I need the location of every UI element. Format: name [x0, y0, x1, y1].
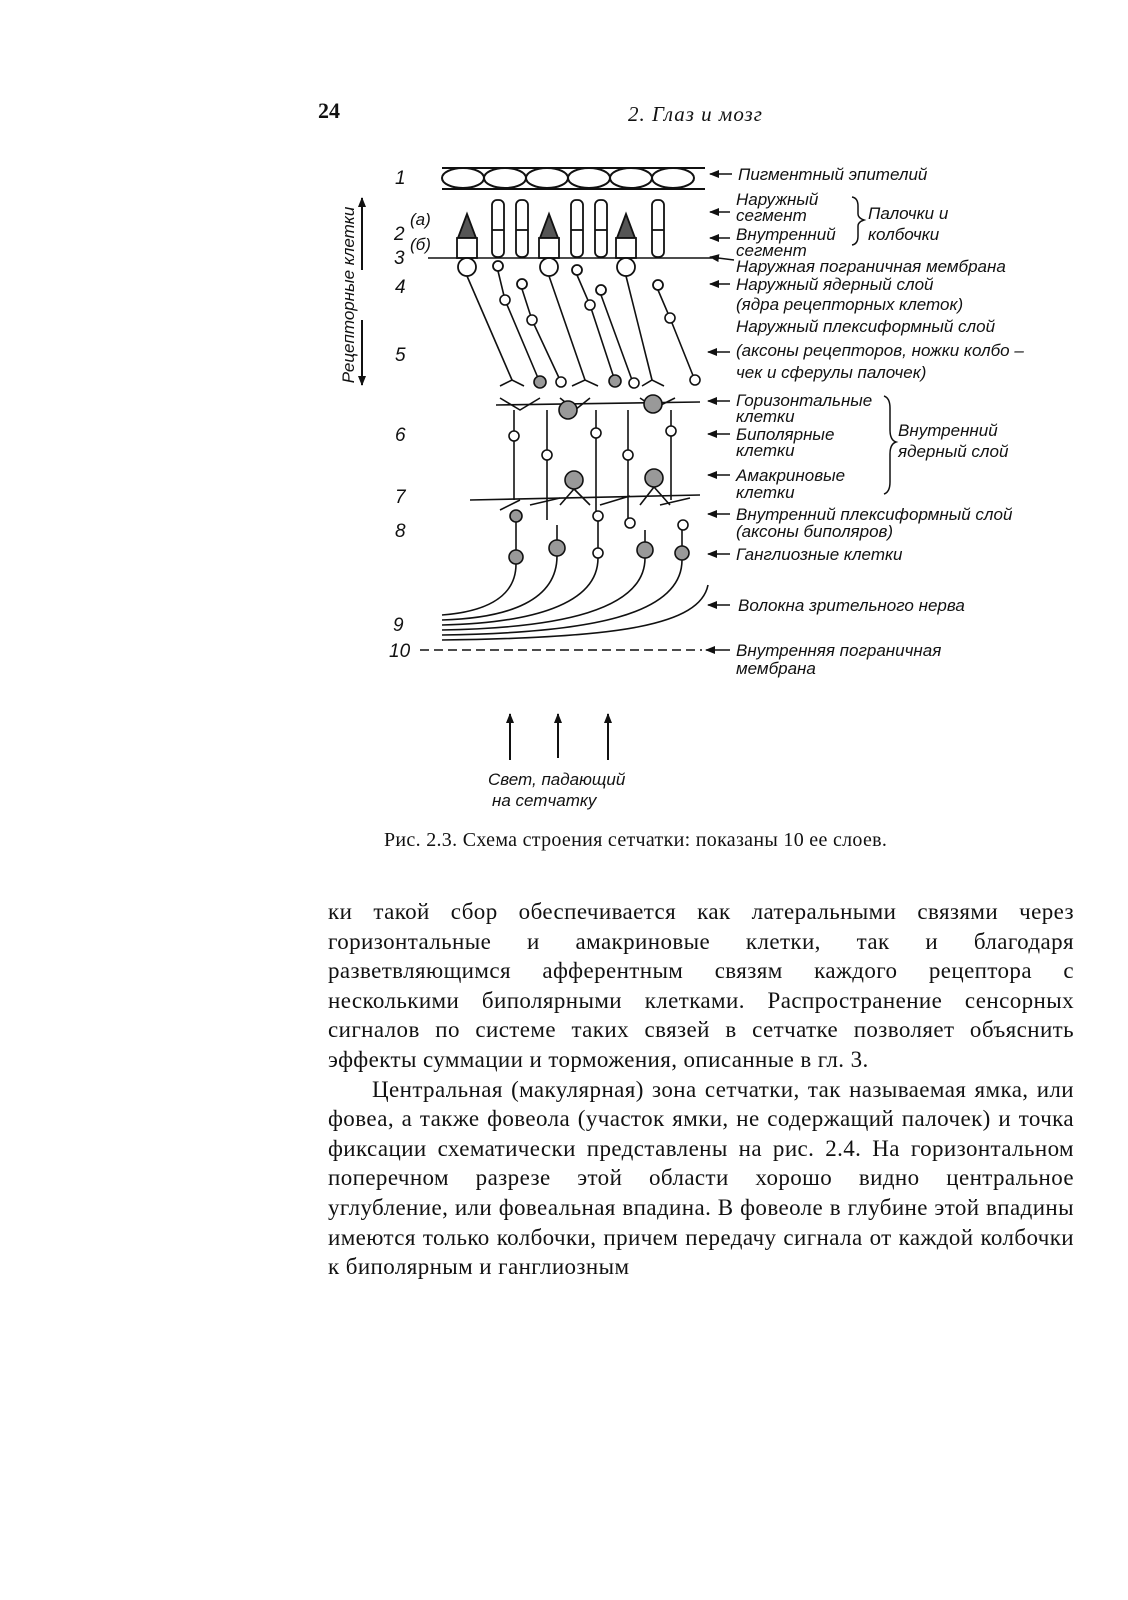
label-inner-plexiform-2: (аксоны биполяров)	[736, 522, 894, 541]
pigment-epithelium	[442, 168, 705, 189]
label-inner-plexiform-1: Внутренний плексиформный слой	[736, 505, 1013, 524]
label-bipolar-2: клетки	[736, 441, 795, 460]
label-inner-nuclear-2: ядерный слой	[898, 442, 1009, 461]
receptor-axons	[467, 271, 700, 388]
side-label-text: Рецепторные клетки	[339, 206, 358, 384]
body-text	[328, 897, 1074, 1282]
layer-number-9: 9	[393, 615, 404, 636]
paragraph-2: Центральная (макулярная) зона сетчатки, так называемая ямка, или фовеа, а также фовеола (участок ямки, не содержащий палочек) и точка фиксации схематически представлены на рис. 2.4. На горизонтальном поперечном разрезе этой области хорошо видно центральное углубление, или фовеальная впадина. В фовеоле в глубине этой впадины имеются только колбочки, причем передачу сигнала от каждой колбочки к биполярным и ганглиозным	[328, 1076, 1074, 1280]
label-outer-plexiform-1: Наружный плексиформный слой	[736, 317, 996, 336]
layer-number-3: 3	[394, 248, 405, 269]
optic-nerve-fibers	[442, 556, 708, 640]
light-label-1: Свет, падающий	[488, 770, 626, 789]
layer-number-8: 8	[395, 521, 406, 542]
label-outer-limiting: Наружная пограничная мембрана	[736, 257, 1006, 276]
label-outer-nuclear-2: (ядра рецепторных клеток)	[736, 295, 964, 314]
label-outer-segment-2: сегмент	[736, 206, 807, 225]
page-number: 24	[318, 98, 340, 123]
light-arrows	[510, 714, 608, 760]
label-outer-plexiform-3: чек и сферулы палочек)	[736, 363, 927, 382]
label-nerve-fibers: Волокна зрительного нерва	[738, 596, 965, 615]
sublabel-b: (б)	[410, 235, 431, 254]
label-horizontal-1: Горизонтальные	[736, 391, 873, 410]
label-amacrine-2: клетки	[736, 483, 795, 502]
inner-nuclear-cells	[470, 395, 700, 520]
rod-5	[652, 200, 664, 290]
light-label-2: на сетчатку	[492, 791, 597, 810]
label-inner-nuclear-1: Внутренний	[898, 421, 998, 440]
label-amacrine-1: Амакриновые	[736, 466, 846, 485]
label-pigment: Пигментный эпителий	[738, 165, 928, 184]
layer-number-1: 1	[395, 168, 406, 189]
label-rods-cones-1: Палочки и	[868, 204, 949, 223]
label-horizontal-2: клетки	[736, 407, 795, 426]
label-ganglion: Ганглиозные клетки	[736, 545, 903, 564]
layer-number-2: 2	[394, 224, 405, 245]
label-outer-segment-1: Наружный	[736, 190, 819, 209]
callout-labels	[735, 165, 1024, 678]
label-outer-plexiform-2: (аксоны рецепторов, ножки колбо –	[736, 341, 1024, 360]
cone-3	[616, 214, 636, 276]
cone-1	[457, 214, 477, 276]
label-inner-limiting-1: Внутренняя пограничная	[736, 641, 942, 660]
running-title: 2. Глаз и мозг	[628, 102, 763, 126]
layer-number-4: 4	[395, 277, 406, 298]
layer-numbers	[389, 168, 431, 662]
layer-number-7: 7	[395, 487, 406, 508]
label-inner-limiting-2: мембрана	[736, 659, 816, 678]
rod-1	[492, 200, 504, 271]
layer-number-5: 5	[395, 345, 406, 366]
rod-4	[595, 200, 607, 295]
label-inner-segment-2: сегмент	[736, 241, 807, 260]
sublabel-a: (а)	[410, 210, 431, 229]
retina-diagram	[330, 150, 1070, 820]
layer-number-6: 6	[395, 425, 406, 446]
figure-caption: Рис. 2.3. Схема строения сетчатки: показаны 10 ее слоев.	[384, 829, 888, 851]
rod-3	[571, 200, 583, 275]
label-bipolar-1: Биполярные	[736, 425, 835, 444]
layer-number-10: 10	[389, 641, 411, 662]
paragraph-1: ки такой сбор обеспечивается как латеральными связями через горизонтальные и амакриновые клетки, так и благодаря разветвляющимся афферентным связям каждого рецептора с несколькими биполярными клетками. Распространение сенсорных сигналов по системе таких связей в сетчатке позволяет объяснить эффекты суммации и торможения, описанные в гл. 3.	[328, 899, 1074, 1072]
label-inner-segment-1: Внутренний	[736, 225, 836, 244]
ganglion-cells	[509, 510, 689, 564]
rod-2	[516, 200, 528, 289]
label-outer-nuclear-1: Наружный ядерный слой	[736, 275, 934, 294]
receptor-cells-side-label	[339, 198, 362, 385]
label-rods-cones-2: колбочки	[868, 225, 940, 244]
cone-2	[539, 214, 559, 276]
photoreceptors	[457, 200, 664, 295]
